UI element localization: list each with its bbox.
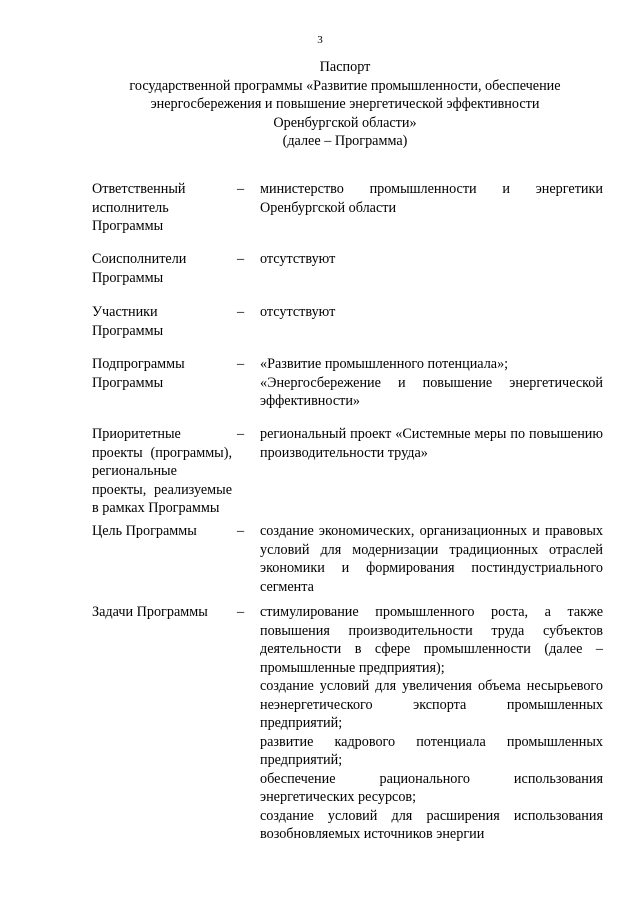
title-line: Паспорт (319, 59, 371, 75)
row-value-line: «Развитие промышленного потенциала»; (260, 356, 509, 372)
row-value (260, 522, 603, 596)
row-label: Соисполнители Программы (92, 251, 187, 286)
row-dash: – (237, 304, 245, 320)
row-value (260, 603, 603, 844)
row-label: Подпрограммы Программы (92, 356, 185, 391)
row-value-line: создание условий для увеличения объема несырьевого неэнергетического экспорта промышленных предприятий; (260, 678, 603, 731)
row-value (260, 425, 603, 462)
row-value (260, 180, 603, 217)
row-value (260, 303, 603, 322)
title-line: Оренбургской области» (273, 114, 417, 131)
row-value-line: отсутствуют (260, 304, 336, 320)
row-value (260, 355, 603, 411)
row-label: Участники Программы (92, 304, 164, 339)
row-dash: – (237, 356, 245, 372)
row-label: Ответственный исполнитель Программы (92, 181, 186, 234)
row-value-line: министерство промышленности и энергетики Оренбургской области (260, 181, 603, 216)
row-value-line: создание условий для расширения использования возобновляемых источников энергии (260, 807, 603, 842)
title-line: энергосбережения и повышение энергетической эффективности (150, 96, 540, 112)
row-value-line: «Энергосбережение и повышение энергетической эффективности» (260, 374, 603, 409)
row-dash: – (237, 523, 245, 539)
row-value-line: региональный проект «Системные меры по повышению производительности труда» (260, 426, 603, 461)
row-value (260, 250, 603, 269)
row-dash: – (237, 251, 245, 267)
row-dash: – (237, 426, 245, 442)
row-dash: – (237, 181, 245, 197)
row-value-line: развитие кадрового потенциала промышленных предприятий; (260, 733, 603, 768)
row-value-line: отсутствуют (260, 251, 336, 267)
row-value-line: обеспечение рационального использования энергетических ресурсов; (260, 770, 603, 805)
row-value-line: создание экономических, организационных и правовых условий для модернизации традиционных отраслей экономики и формирования постиндустриального сегмента (260, 523, 603, 595)
row-label: Задачи Программы (92, 604, 208, 620)
row-dash: – (237, 604, 245, 620)
row-label: Цель Программы (92, 523, 197, 539)
row-label: Приоритетные проекты (программы), региональные проекты, реализуемые в рамках Программы (92, 426, 232, 516)
title-line: государственной программы «Развитие промышленности, обеспечение (129, 77, 561, 94)
page-number: 3 (317, 34, 323, 46)
row-value-line: стимулирование промышленного роста, а также повышения производительности труда субъектов деятельности в сфере промышленности (далее – промышленные предприятия); (260, 604, 603, 676)
title-line: (далее – Программа) (282, 133, 408, 149)
passport-title (80, 58, 610, 151)
